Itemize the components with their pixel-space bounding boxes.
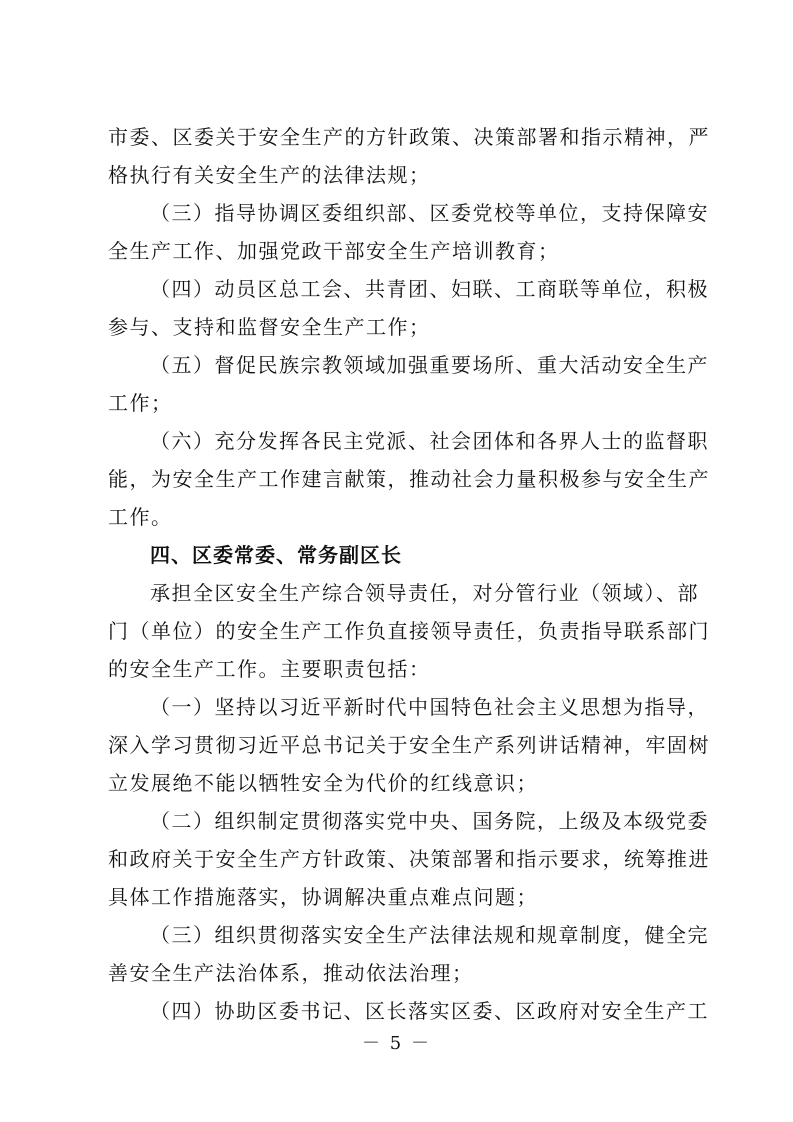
text-line: 善安全生产法治体系，推动依法治理； <box>108 961 474 985</box>
text-line: 能，为安全生产工作建言献策，推动社会力量积极参与安全生产 <box>108 467 710 491</box>
section-heading: 四、区委常委、常务副区长 <box>150 543 402 567</box>
text-line: 的安全生产工作。主要职责包括： <box>108 657 431 681</box>
list-item-line: （五）督促民族宗教领域加强重要场所、重大活动安全生产 <box>150 353 709 377</box>
text-line: 工作； <box>108 391 173 415</box>
list-item-line: （四）协助区委书记、区长落实区委、区政府对安全生产工 <box>150 999 709 1023</box>
list-item-line: （二）组织制定贯彻落实党中央、国务院，上级及本级党委 <box>150 809 709 833</box>
text-line: 立发展绝不能以牺牲安全为代价的红线意识； <box>108 771 538 795</box>
page-number: － 5 － <box>362 1033 431 1054</box>
text-line: 具体工作措施落实，协调解决重点难点问题； <box>108 885 538 909</box>
text-line: 全生产工作、加强党政干部安全生产培训教育； <box>108 239 560 263</box>
text-line: 格执行有关安全生产的法律法规； <box>108 163 431 187</box>
text-line: 市委、区委关于安全生产的方针政策、决策部署和指示精神，严 <box>108 125 710 149</box>
list-item-line: （三）指导协调区委组织部、区委党校等单位，支持保障安 <box>150 201 709 225</box>
list-item-line: （三）组织贯彻落实安全生产法律法规和规章制度，健全完 <box>150 923 709 947</box>
paragraph-line: 承担全区安全生产综合领导责任，对分管行业（领域）、部 <box>150 581 699 605</box>
list-item-line: （六）充分发挥各民主党派、社会团体和各界人士的监督职 <box>150 429 709 453</box>
list-item-line: （一）坚持以习近平新时代中国特色社会主义思想为指导， <box>150 695 709 719</box>
text-line: 工作。 <box>108 505 173 529</box>
text-line: 参与、支持和监督安全生产工作； <box>108 315 431 339</box>
list-item-line: （四）动员区总工会、共青团、妇联、工商联等单位，积极 <box>150 277 709 301</box>
text-line: 深入学习贯彻习近平总书记关于安全生产系列讲话精神，牢固树 <box>108 733 710 757</box>
text-line: 门（单位）的安全生产工作负直接领导责任，负责指导联系部门 <box>108 619 710 643</box>
text-line: 和政府关于安全生产方针政策、决策部署和指示要求，统筹推进 <box>108 847 710 871</box>
